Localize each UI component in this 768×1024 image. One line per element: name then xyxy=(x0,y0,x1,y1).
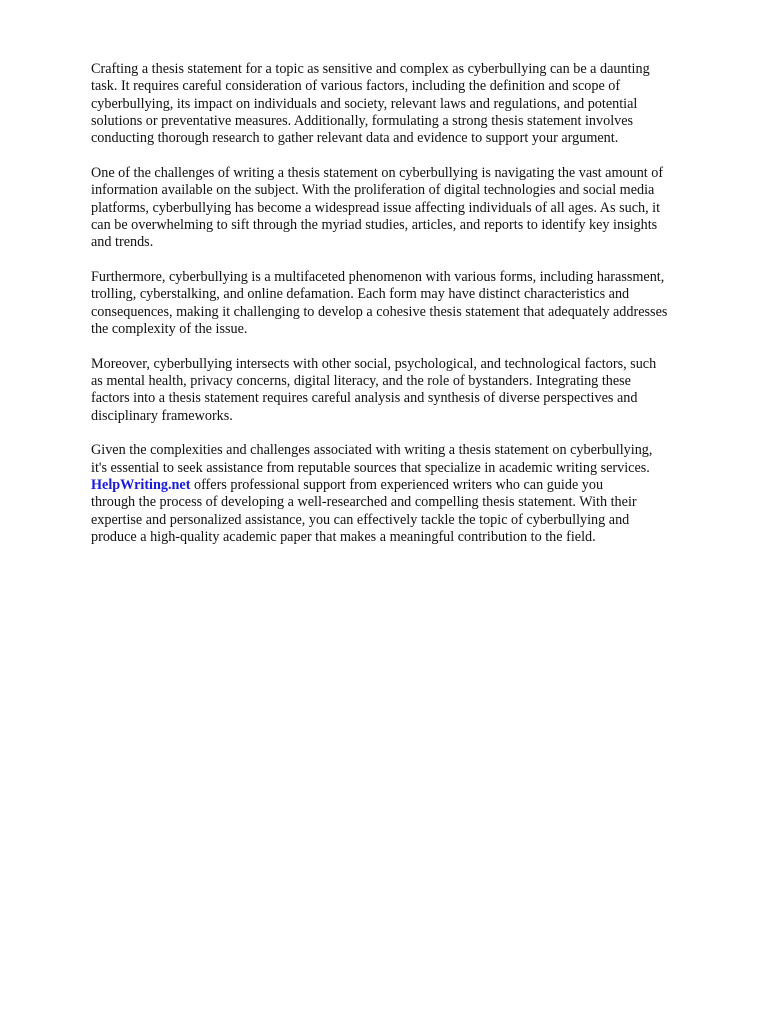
conclusion-intro-text: Given the complexities and challenges associated with writing a thesis statement on cyberbullying, it's essential to seek assistance from reputable sources that specialize in academic writing services. xyxy=(91,442,653,476)
paragraph-forms: Furthermore, cyberbullying is a multifaceted phenomenon with various forms, including harassment, trolling, cyberstalking, and online defamation. Each form may have distinct characteristics and consequences, making it challenging to develop a cohesive thesis statement that adequately addresses the complexity of the issue. xyxy=(91,268,668,337)
conclusion-outro-text: offers professional support from experienced writers who can guide you through the process of developing a well-researched and compelling thesis statement. With their expertise and personalized assistance, you can effectively tackle the topic of cyberbullying and produce a high-quality academic paper that makes a meaningful contribution to the field. xyxy=(91,476,637,545)
paragraph-challenges: One of the challenges of writing a thesis statement on cyberbullying is navigating the vast amount of information available on the subject. With the proliferation of digital technologies and social media platforms, cyberbullying has become a widespread issue affecting individuals of all ages. As such, it can be overwhelming to sift through the myriad studies, articles, and reports to identify key insights and trends. xyxy=(91,164,664,251)
paragraph-conclusion xyxy=(91,442,731,546)
helpwriting-link[interactable]: HelpWriting.net xyxy=(91,476,191,493)
document-body xyxy=(91,61,731,564)
paragraph-intersections: Moreover, cyberbullying intersects with other social, psychological, and technological factors, such as mental health, privacy concerns, digital literacy, and the role of bystanders. Integrating these factors into a thesis statement requires careful analysis and synthesis of diverse perspectives and disciplinary frameworks. xyxy=(91,355,657,424)
paragraph-intro: Crafting a thesis statement for a topic as sensitive and complex as cyberbullying can be a daunting task. It requires careful consideration of various factors, including the definition and scope of cyberbullying, its impact on individuals and society, relevant laws and regulations, and potential solutions or preventative measures. Additionally, formulating a strong thesis statement involves conducting thorough research to gather relevant data and evidence to support your argument. xyxy=(91,61,650,147)
